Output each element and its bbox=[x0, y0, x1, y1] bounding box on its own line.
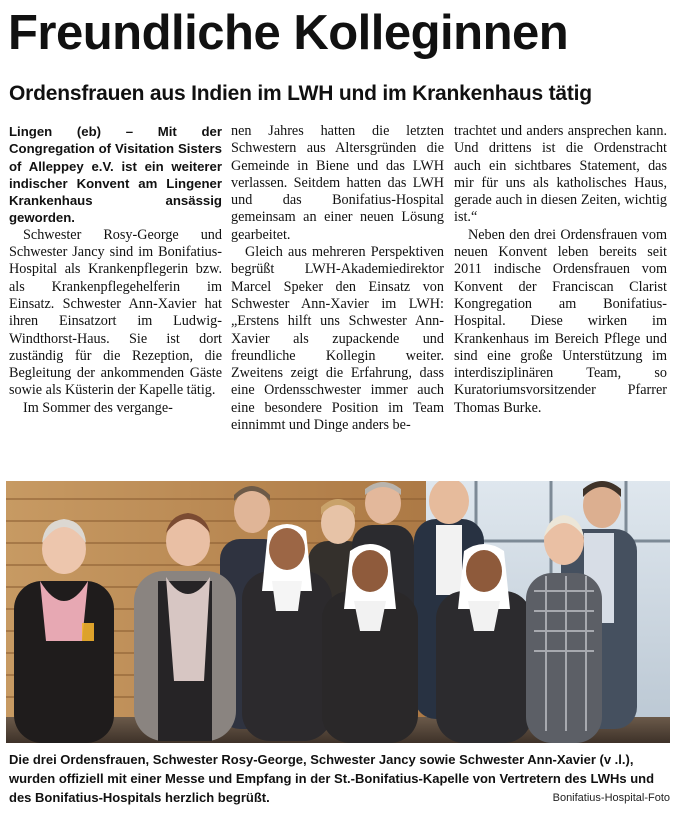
article-paragraph: Schwester Rosy-George und Schwester Jancy sind im Bonifatius-Hospital als Krankenpflegerin bzw. als Krankenpflegehelferin im Einsatz. Schwester Ann-Xavier hat ihren Einsatzort im Ludwig-Windthorst-Haus. Sie ist dort zuständig für die Rezeption, die Begleitung der ankommenden Gäste sowie als Küsterin der Kapelle tätig. bbox=[9, 226, 222, 399]
photo-caption: Die drei Ordensfrauen, Schwester Rosy-George, Schwester Jancy sowie Schwester Ann-Xavier (v .l.), wurden offiziell mit einer Messe und Empfang in der St.-Bonifatius-Kapelle von Vertretern des LWHs und des Bonifatius-Hospitals herzlich begrüßt. bbox=[9, 752, 655, 805]
article-paragraph: nen Jahres hatten die letzten Schwestern aus Altersgründen die Gemeinde in Biene und das LWH verlassen. Seitdem hatten das LWH und das Bonifatius-Hospital gemeinsam an einer neuen Lösung gearbeitet. bbox=[231, 123, 444, 243]
photo-credit: Bonifatius-Hospital-Foto bbox=[552, 792, 670, 804]
article-column-2 bbox=[231, 123, 444, 434]
headline: Freundliche Kolleginnen bbox=[8, 6, 569, 60]
article-paragraph: Gleich aus mehreren Perspektiven begrüßt LWH-Akademiedirektor Marcel Speker den Einsatz von Schwester Ann-Xavier im LWH: „Erstens hilft uns Schwester Ann-Xavier als zupackende und freundliche Kollegin weiter. Zweitens zeigt die Erfahrung, dass eine Ordensschwester immer auch eine besondere Position im Team einnimmt und Dinge anders be- bbox=[231, 244, 444, 434]
group-photo bbox=[6, 481, 670, 743]
group-photo-illustration bbox=[6, 481, 670, 743]
subheadline: Ordensfrauen aus Indien im LWH und im Krankenhaus tätig bbox=[9, 82, 592, 105]
article-paragraph: trachtet und anders ansprechen kann. Und drittens ist die Ordenstracht auch ein sichtbares Statement, das mir für uns als katholisches Haus, gerade auch in diesen Zeiten, wichtig ist.“ bbox=[454, 123, 667, 226]
article-lead: Lingen (eb) – Mit der Congregation of Visitation Sisters of Alleppey e.V. ist ein weiterer indischer Konvent am Lingener Krankenhaus ansässig geworden. bbox=[9, 124, 222, 226]
article-body bbox=[9, 123, 667, 468]
article-paragraph: Im Sommer des vergange- bbox=[23, 399, 173, 416]
article-column-3 bbox=[454, 123, 667, 417]
article-paragraph: Neben den drei Ordensfrauen vom neuen Konvent leben bereits seit 2011 indische Ordensfrauen vom Konvent der Franciscan Clarist Kongregation am Bonifatius-Hospital. Diese wirken im Krankenhaus im Bereich Pflege und sind eine große Unterstützung im interdisziplinären Team, so Kuratoriumsvorsitzender Pfarrer Thomas Burke. bbox=[454, 226, 667, 416]
article-column-1 bbox=[9, 123, 222, 417]
